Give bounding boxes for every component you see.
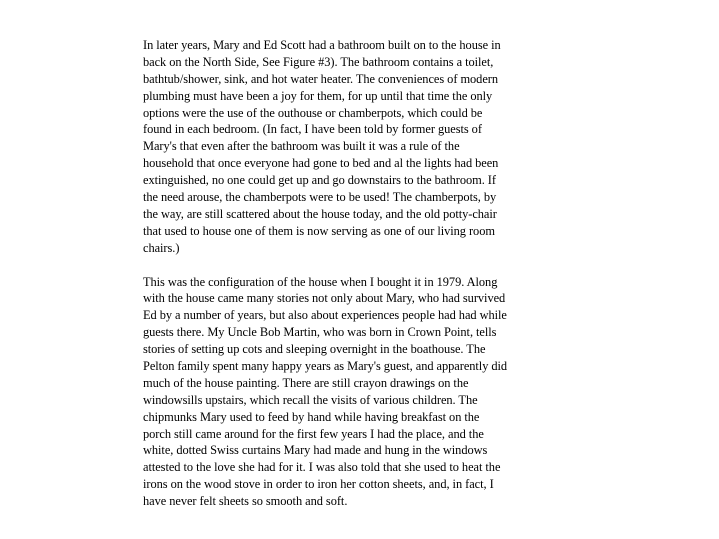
text-line: This was the configuration of the house when I bought it in 1979. Along [143, 274, 498, 289]
text-line: irons on the wood stove in order to iron her cotton sheets, and, in fact, I [143, 477, 494, 492]
text-line: options were the use of the outhouse or chamberpots, which could be [143, 105, 483, 120]
text-line: much of the house painting. There are still crayon drawings on the [143, 375, 469, 390]
text-line: windowsills upstairs, which recall the visits of various children. The [143, 392, 478, 407]
text-line: chairs.) [143, 240, 180, 255]
text-line: the way, are still scattered about the house today, and the old potty-chair [143, 206, 497, 221]
text-line: extinguished, no one could get up and go downstairs to the bathroom. If [143, 173, 496, 188]
text-line: attested to the love she had for it. I was also told that she used to heat the [143, 460, 501, 475]
paragraph-spacer [143, 257, 573, 274]
text-line: the need arouse, the chamberpots were to be used! The chamberpots, by [143, 190, 497, 205]
text-line: back on the North Side, See Figure #3). The bathroom contains a toilet, [143, 54, 494, 69]
text-line: stories of setting up cots and sleeping overnight in the boathouse. The [143, 342, 486, 357]
text-line: with the house came many stories not only about Mary, who had survived [143, 291, 506, 306]
text-line: that used to house one of them is now serving as one of our living room [143, 223, 495, 238]
text-line: found in each bedroom. (In fact, I have been told by former guests of [143, 122, 482, 137]
text-line: have never felt sheets so smooth and soft. [143, 494, 348, 509]
text-line: household that once everyone had gone to bed and al the lights had been [143, 156, 499, 171]
text-line: In later years, Mary and Ed Scott had a bathroom built on to the house in [143, 38, 501, 52]
paragraph-bathroom [143, 37, 573, 257]
document-page [143, 37, 573, 510]
text-line: guests there. My Uncle Bob Martin, who was born in Crown Point, tells [143, 325, 497, 340]
text-line: Ed by a number of years, but also about experiences people had had while [143, 308, 507, 323]
text-line: Mary's that even after the bathroom was built it was a rule of the [143, 139, 460, 154]
text-line: plumbing must have been a joy for them, for up until that time the only [143, 88, 493, 103]
paragraph-house-configuration [143, 274, 573, 510]
text-line: Pelton family spent many happy years as Mary's guest, and apparently did [143, 359, 508, 374]
text-line: bathtub/shower, sink, and hot water heater. The conveniences of modern [143, 71, 498, 86]
text-line: porch still came around for the first few years I had the place, and the [143, 426, 484, 441]
text-line: chipmunks Mary used to feed by hand while having breakfast on the [143, 409, 480, 424]
text-line: white, dotted Swiss curtains Mary had made and hung in the windows [143, 443, 488, 458]
